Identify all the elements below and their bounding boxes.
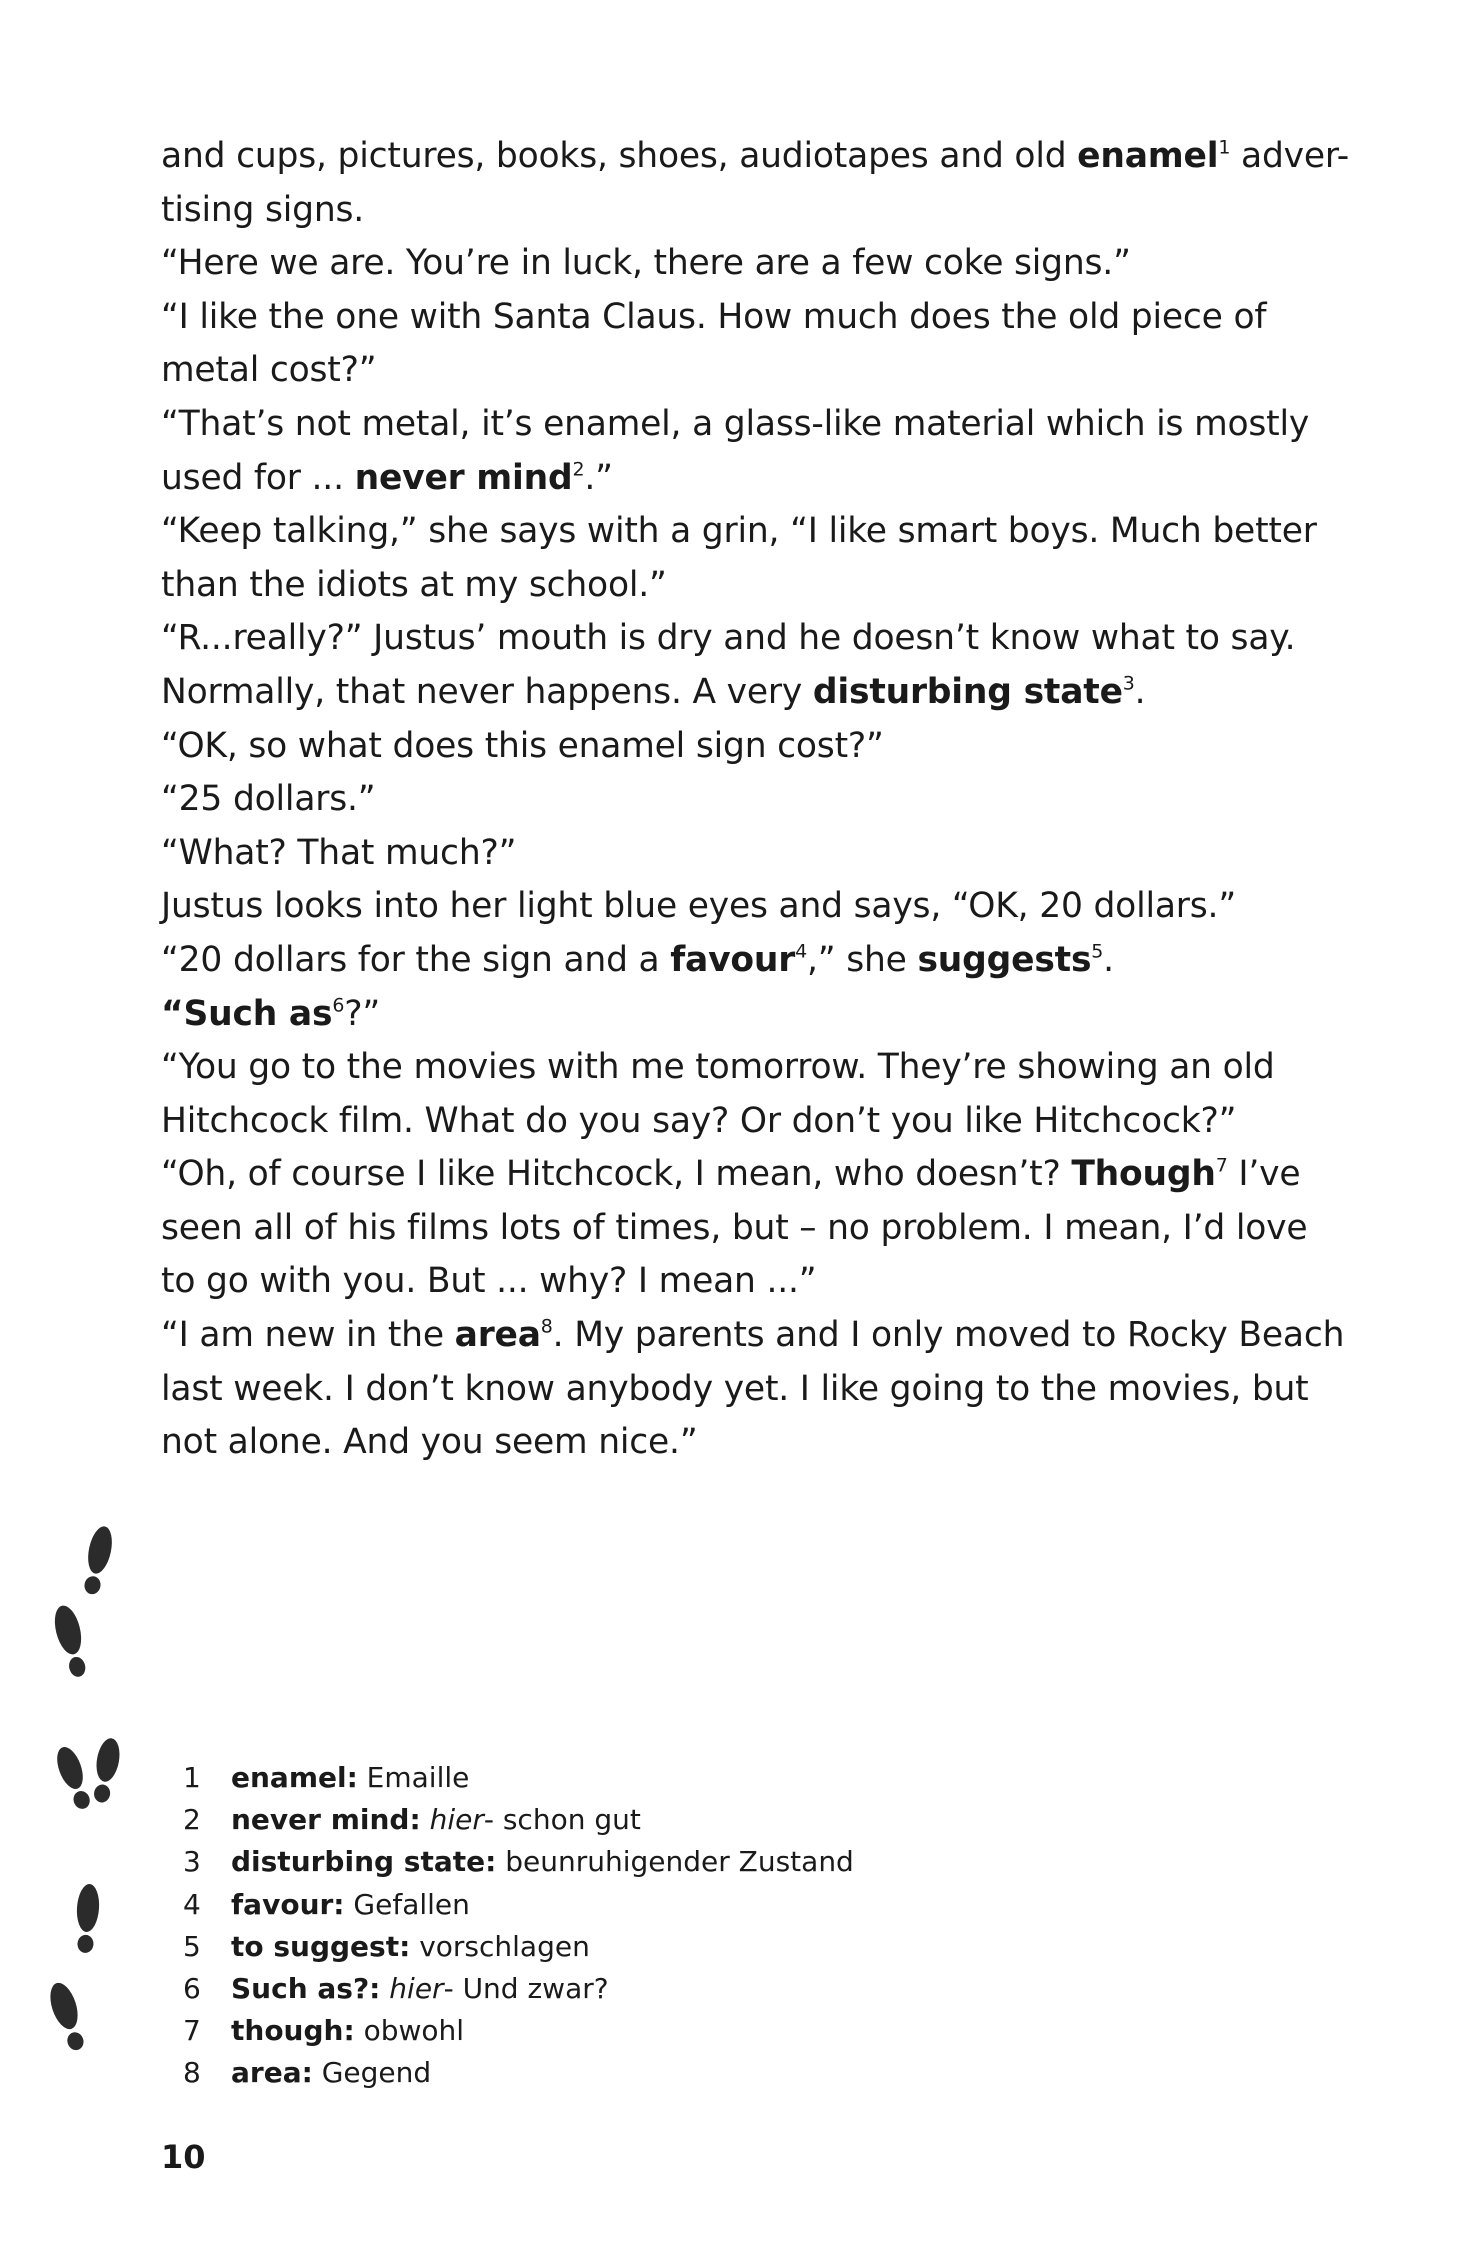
footnote-note: hier (429, 1803, 484, 1837)
footnote-text (231, 1841, 854, 1883)
footnote-number: 5 (183, 1929, 201, 1963)
footnote-number: 8 (183, 2056, 201, 2090)
footnote-item (183, 2052, 883, 2094)
footnote-marker: 3 (1122, 672, 1135, 695)
footnote-term: enamel: (231, 1761, 358, 1794)
text-line (161, 398, 1310, 452)
text-line (161, 827, 1281, 881)
footnote-term: never mind: (231, 1803, 421, 1837)
footnote-term: though: (231, 2014, 355, 2048)
text-line (161, 505, 1317, 559)
text-run: to go with you. But ... why? I mean ...” (161, 1261, 817, 1302)
vocabulary-term: enamel (1077, 136, 1219, 176)
text-run: “R...really?” Justus’ mouth is dry and he doesn’t know what to say. (161, 618, 1296, 659)
text-line (161, 237, 1281, 291)
text-line (161, 1202, 1308, 1256)
vocabulary-term: never mind (354, 457, 573, 498)
vocabulary-term: favour (670, 939, 796, 980)
text-run: “20 dollars for the sign and a (161, 939, 671, 980)
text-line (161, 130, 1349, 184)
text-line (161, 612, 1296, 666)
footnote-text (231, 1757, 469, 1799)
text-line (161, 1148, 1301, 1202)
text-line (161, 452, 1281, 506)
text-run: used for ... (161, 457, 355, 498)
footnote-text (231, 1968, 609, 2010)
text-run: “OK, so what does this enamel sign cost?” (161, 725, 884, 766)
story-text (161, 130, 1349, 1470)
text-line (161, 344, 1281, 398)
footnote-number: 6 (183, 1972, 201, 2006)
text-run: and cups, pictures, books, shoes, audiotapes and old (161, 136, 1078, 176)
text-run: “You go to the movies with me tomorrow. They’re showing an old (161, 1047, 1275, 1088)
footnote-text (231, 2052, 431, 2094)
text-line (161, 1363, 1309, 1417)
footnote-definition: beunruhigender Zustand (496, 1845, 854, 1879)
text-run: .” (584, 457, 613, 498)
text-run: . (1103, 939, 1114, 980)
footnotes-list (183, 1757, 883, 2095)
text-line (161, 1041, 1281, 1095)
footnote-item (183, 1884, 883, 1926)
footnote-marker: 1 (1218, 136, 1231, 159)
footnote-definition: Emaille (357, 1761, 470, 1794)
footnote-text (231, 2010, 464, 2052)
footnote-term: area: (231, 2056, 313, 2090)
footnote-number: 2 (183, 1803, 201, 1837)
footnote-item (183, 1968, 883, 2010)
text-run: “Oh, of course I like Hitchcock, I mean, who doesn’t? (161, 1154, 1072, 1195)
footnote-text (231, 1926, 590, 1968)
footnote-marker: 5 (1091, 940, 1104, 963)
text-run: ,” she (806, 939, 918, 980)
vocabulary-term: suggests (917, 939, 1092, 980)
footnote-definition: obwohl (354, 2014, 465, 2048)
text-line (161, 559, 1281, 613)
text-line (161, 773, 1281, 827)
footnote-number: 4 (183, 1887, 201, 1921)
footnote-number: 1 (183, 1761, 201, 1794)
text-run: ?” (344, 993, 380, 1034)
footnote-definition: - schon gut (483, 1803, 641, 1837)
footnote-definition: Gefallen (344, 1887, 470, 1921)
text-run: “I like the one with Santa Claus. How much does the old piece of (161, 296, 1267, 337)
text-run: not alone. And you seem nice.” (161, 1422, 698, 1463)
footnote-term: disturbing state: (231, 1845, 497, 1879)
text-run: “25 dollars.” (161, 779, 376, 820)
text-line (161, 1095, 1281, 1149)
footnote-text (231, 1799, 641, 1841)
text-line (161, 934, 1281, 988)
text-run: adver- (1230, 136, 1349, 176)
footnote-marker: 4 (795, 940, 807, 963)
text-run: Normally, that never happens. A very (161, 671, 813, 712)
footnote-note: hier (389, 1972, 444, 2006)
text-line (161, 666, 1281, 720)
footnote-item (183, 2010, 883, 2052)
text-run: tising signs. (161, 189, 365, 230)
vocabulary-term: “Such as (161, 993, 333, 1034)
text-line (161, 1255, 1281, 1309)
footnote-number: 3 (183, 1845, 201, 1879)
text-run: “Keep talking,” she says with a grin, “I like smart boys. Much better (161, 511, 1317, 552)
vocabulary-term: disturbing state (812, 671, 1123, 712)
text-line (161, 291, 1281, 345)
text-line (161, 1416, 1281, 1470)
footnote-item (183, 1841, 883, 1883)
footnote-item (183, 1757, 883, 1799)
text-line (161, 988, 1281, 1042)
footprints-icon (40, 1520, 150, 2120)
footnote-definition: - Und zwar? (443, 1972, 609, 2006)
footnote-definition: vorschlagen (410, 1929, 590, 1963)
text-run: Justus looks into her light blue eyes and says, “OK, 20 dollars.” (161, 886, 1236, 927)
footnote-number: 7 (183, 2014, 201, 2048)
text-run: “Here we are. You’re in luck, there are a few coke signs.” (161, 243, 1131, 284)
text-run: I’ve (1227, 1154, 1301, 1195)
footnote-item (183, 1799, 883, 1841)
text-run: last week. I don’t know anybody yet. I like going to the movies, but (161, 1368, 1309, 1409)
vocabulary-term: Though (1071, 1154, 1216, 1195)
text-line (161, 720, 1281, 774)
text-run: Hitchcock film. What do you say? Or don’t you like Hitchcock?” (161, 1100, 1237, 1141)
text-run: “I am new in the (161, 1315, 455, 1356)
footnote-item (183, 1926, 883, 1968)
text-line (161, 1309, 1345, 1363)
text-line (161, 880, 1281, 934)
text-run: “What? That much?” (161, 832, 517, 873)
footprints-graphic (40, 1520, 150, 2120)
footnote-text (231, 1884, 470, 1926)
footnote-marker: 6 (332, 994, 345, 1017)
text-run: “That’s not metal, it’s enamel, a glass-like material which is mostly (161, 403, 1310, 444)
page-number: 10 (161, 2138, 206, 2176)
footnote-marker: 8 (540, 1315, 553, 1338)
footnote-definition: Gegend (312, 2056, 432, 2090)
text-run: seen all of his films lots of times, but – no problem. I mean, I’d love (161, 1207, 1308, 1248)
text-run: than the idiots at my school.” (161, 564, 667, 605)
vocabulary-term: area (454, 1315, 541, 1356)
footnote-term: favour: (231, 1887, 345, 1921)
footnote-term: Such as?: (231, 1972, 381, 2006)
footnote-marker: 7 (1215, 1155, 1228, 1177)
footnote-term: to suggest: (231, 1929, 411, 1963)
footnote-marker: 2 (572, 458, 585, 481)
text-run: metal cost?” (161, 350, 377, 391)
text-run: . (1134, 671, 1146, 712)
text-run: . My parents and I only moved to Rocky Beach (552, 1315, 1345, 1356)
text-line (161, 184, 1281, 238)
